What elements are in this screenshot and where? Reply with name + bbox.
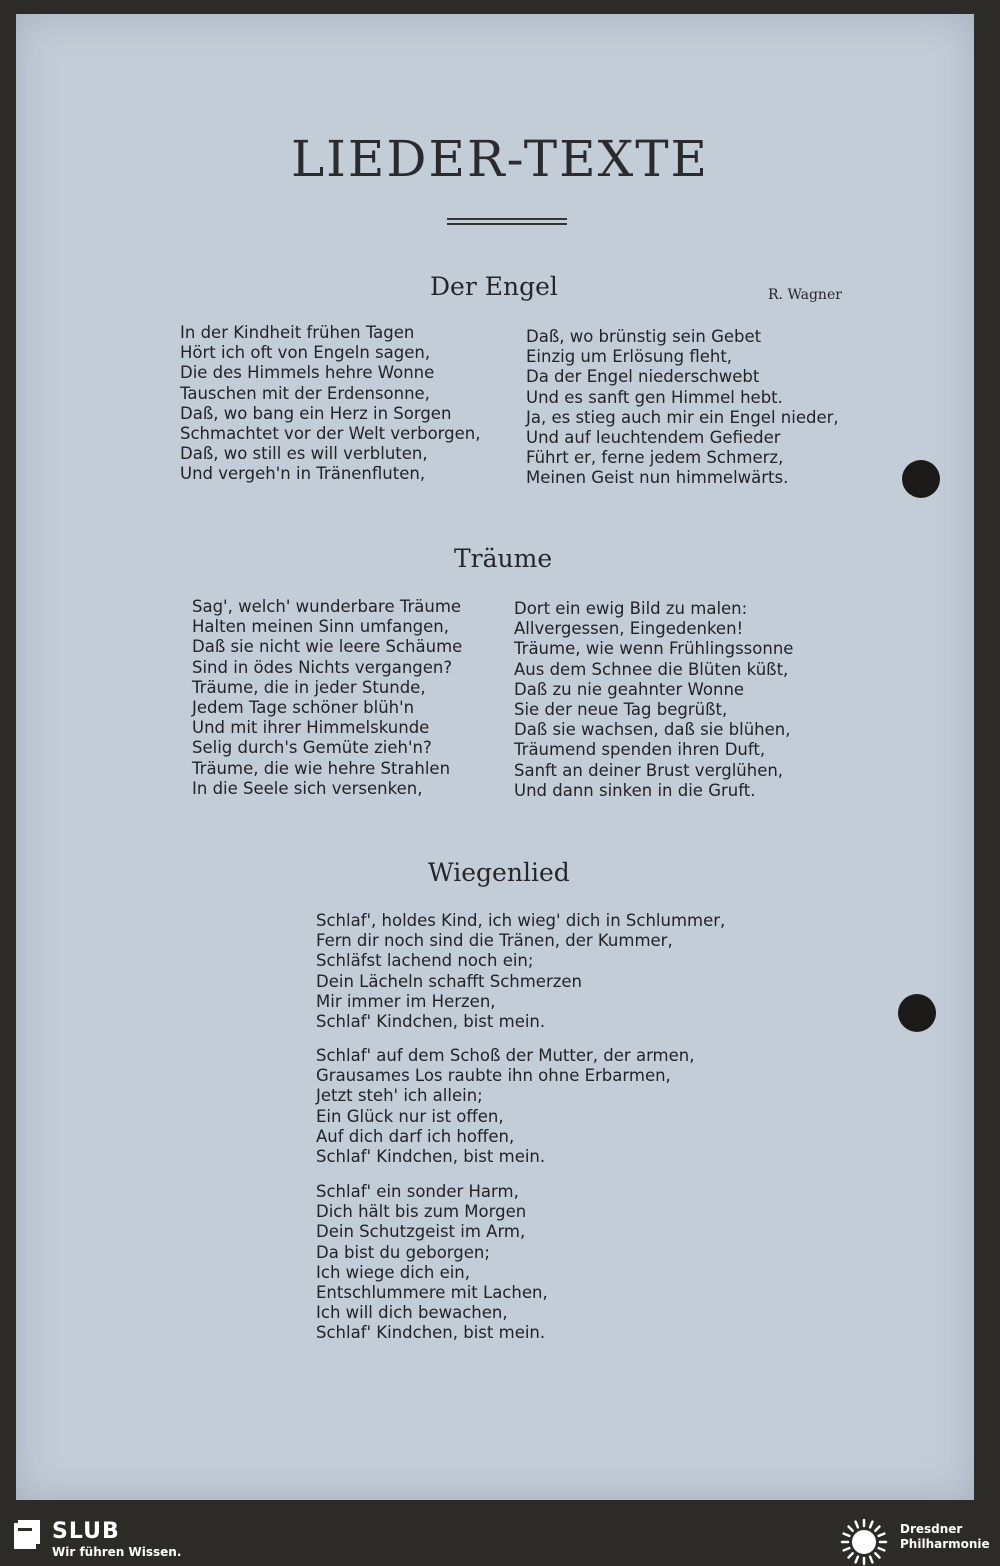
verse-line: Führt er, ferne jedem Schmerz, <box>526 448 784 468</box>
verse-line: Da bist du geborgen; <box>316 1242 490 1262</box>
song-title-der-engel: Der Engel <box>430 272 558 301</box>
title-rule <box>447 218 567 220</box>
verse-line: Halten meinen Sinn umfangen, <box>192 617 449 637</box>
verse-line: Tauschen mit der Erdensonne, <box>180 383 430 403</box>
verse-line: Entschlummere mit Lachen, <box>316 1283 548 1303</box>
verse-line: Schlaf' Kindchen, bist mein. <box>316 1012 546 1032</box>
verse-line: Sind in ödes Nichts vergangen? <box>192 657 453 677</box>
verse-line: Daß sie wachsen, daß sie blühen, <box>514 720 791 740</box>
verse-line: Träume, wie wenn Frühlingssonne <box>514 639 794 659</box>
verse-line: Auf dich darf ich hoffen, <box>316 1126 515 1146</box>
stanza <box>316 911 725 1032</box>
stanza <box>316 1182 548 1344</box>
verse-line: Schlaf', holdes Kind, ich wieg' dich in Schlummer, <box>316 911 726 930</box>
verse-line: Daß, wo bang ein Herz in Sorgen <box>180 403 452 423</box>
verse-column-right <box>514 599 793 801</box>
verse-line: Schlaf' ein sonder Harm, <box>316 1182 519 1201</box>
verse-line: Allvergessen, Eingedenken! <box>514 619 744 639</box>
verse-line: In die Seele sich versenken, <box>192 778 423 798</box>
footer-bar <box>0 1514 1000 1562</box>
verse-line: Die des Himmels hehre Wonne <box>180 363 435 383</box>
verse-line: Daß, wo brünstig sein Gebet <box>526 327 762 346</box>
verse-line: Träume, die in jeder Stunde, <box>192 677 426 697</box>
verse-line: Meinen Geist nun himmelwärts. <box>526 468 789 488</box>
song-title-traeume: Träume <box>454 544 553 573</box>
verse-column-right <box>526 327 839 489</box>
verse-line: Ja, es stieg auch mir ein Engel nieder, <box>526 407 839 427</box>
verse-line: Einzig um Erlösung fleht, <box>526 347 733 367</box>
verse-line: Dort ein ewig Bild zu malen: <box>514 599 748 618</box>
verse-line: Jetzt steh' ich allein; <box>316 1086 483 1106</box>
verse-line: Und mit ihrer Himmelskunde <box>192 718 430 738</box>
philharmonie-logo-text[interactable] <box>900 1522 990 1552</box>
verse-line: Daß, wo still es will verbluten, <box>180 444 428 464</box>
verse-line: Daß sie nicht wie leere Schäume <box>192 637 463 657</box>
page-title: LIEDER-TEXTE <box>290 130 710 188</box>
title-rule <box>447 223 567 225</box>
verse-line: Und dann sinken in die Gruft. <box>514 780 756 800</box>
verse-line: Schlaf' Kindchen, bist mein. <box>316 1147 546 1167</box>
verse-line: Ein Glück nur ist offen, <box>316 1106 504 1126</box>
verse-line: Und es sanft gen Himmel hebt. <box>526 387 783 407</box>
verse-line: Fern dir noch sind die Tränen, der Kummer, <box>316 931 673 951</box>
verse-line: Da der Engel niederschwebt <box>526 367 760 387</box>
verse-line: Daß zu nie geahnter Wonne <box>514 679 745 699</box>
philharmonie-name-line2: Philharmonie <box>900 1537 990 1551</box>
stanza <box>316 1046 695 1167</box>
verse-line: Hört ich oft von Engeln sagen, <box>180 343 431 363</box>
verse-column-left <box>180 323 480 485</box>
slub-logo-text[interactable]: SLUB <box>52 1519 120 1544</box>
slub-tagline: Wir führen Wissen. <box>52 1545 182 1559</box>
verse-line: Dein Lächeln schafft Schmerzen <box>316 971 583 991</box>
verse-line: Träumend spenden ihren Duft, <box>514 740 766 760</box>
verse-line: Schläfst lachend noch ein; <box>316 951 534 971</box>
punch-hole <box>898 994 936 1032</box>
verse-line: Dich hält bis zum Morgen <box>316 1202 527 1222</box>
verse-line: Ich will dich bewachen, <box>316 1303 508 1323</box>
verse-line: Und vergeh'n in Tränenfluten, <box>180 464 426 484</box>
philharmonie-logo-icon[interactable] <box>840 1518 888 1566</box>
verse-line: Grausames Los raubte ihn ohne Erbarmen, <box>316 1066 671 1086</box>
verse-line: Und auf leuchtendem Gefieder <box>526 428 781 448</box>
verse-line: Selig durch's Gemüte zieh'n? <box>192 738 432 758</box>
verse-line: Sanft an deiner Brust verglühen, <box>514 760 784 780</box>
verse-line: Schlaf' Kindchen, bist mein. <box>316 1323 546 1343</box>
verse-line: Schlaf' auf dem Schoß der Mutter, der armen, <box>316 1046 695 1065</box>
verse-line: Aus dem Schnee die Blüten küßt, <box>514 659 789 679</box>
verse-line: Ich wiege dich ein, <box>316 1262 471 1282</box>
verse-line: Jedem Tage schöner blüh'n <box>192 698 415 718</box>
verse-line: Schmachtet vor der Welt verborgen, <box>180 424 481 444</box>
verse-line: Dein Schutzgeist im Arm, <box>316 1222 526 1242</box>
punch-hole <box>902 460 940 498</box>
slub-logo-icon[interactable] <box>12 1520 42 1550</box>
verse-line: In der Kindheit frühen Tagen <box>180 323 415 342</box>
verse-line: Sie der neue Tag begrüßt, <box>514 700 728 720</box>
philharmonie-name-line1: Dresdner <box>900 1522 963 1536</box>
verse-column-left <box>192 597 462 799</box>
song-title-wiegenlied: Wiegenlied <box>428 858 570 887</box>
verse-line: Sag', welch' wunderbare Träume <box>192 597 462 616</box>
composer-credit: R. Wagner <box>768 287 842 303</box>
verse-line: Träume, die wie hehre Strahlen <box>192 758 451 778</box>
verse-line: Mir immer im Herzen, <box>316 991 496 1011</box>
